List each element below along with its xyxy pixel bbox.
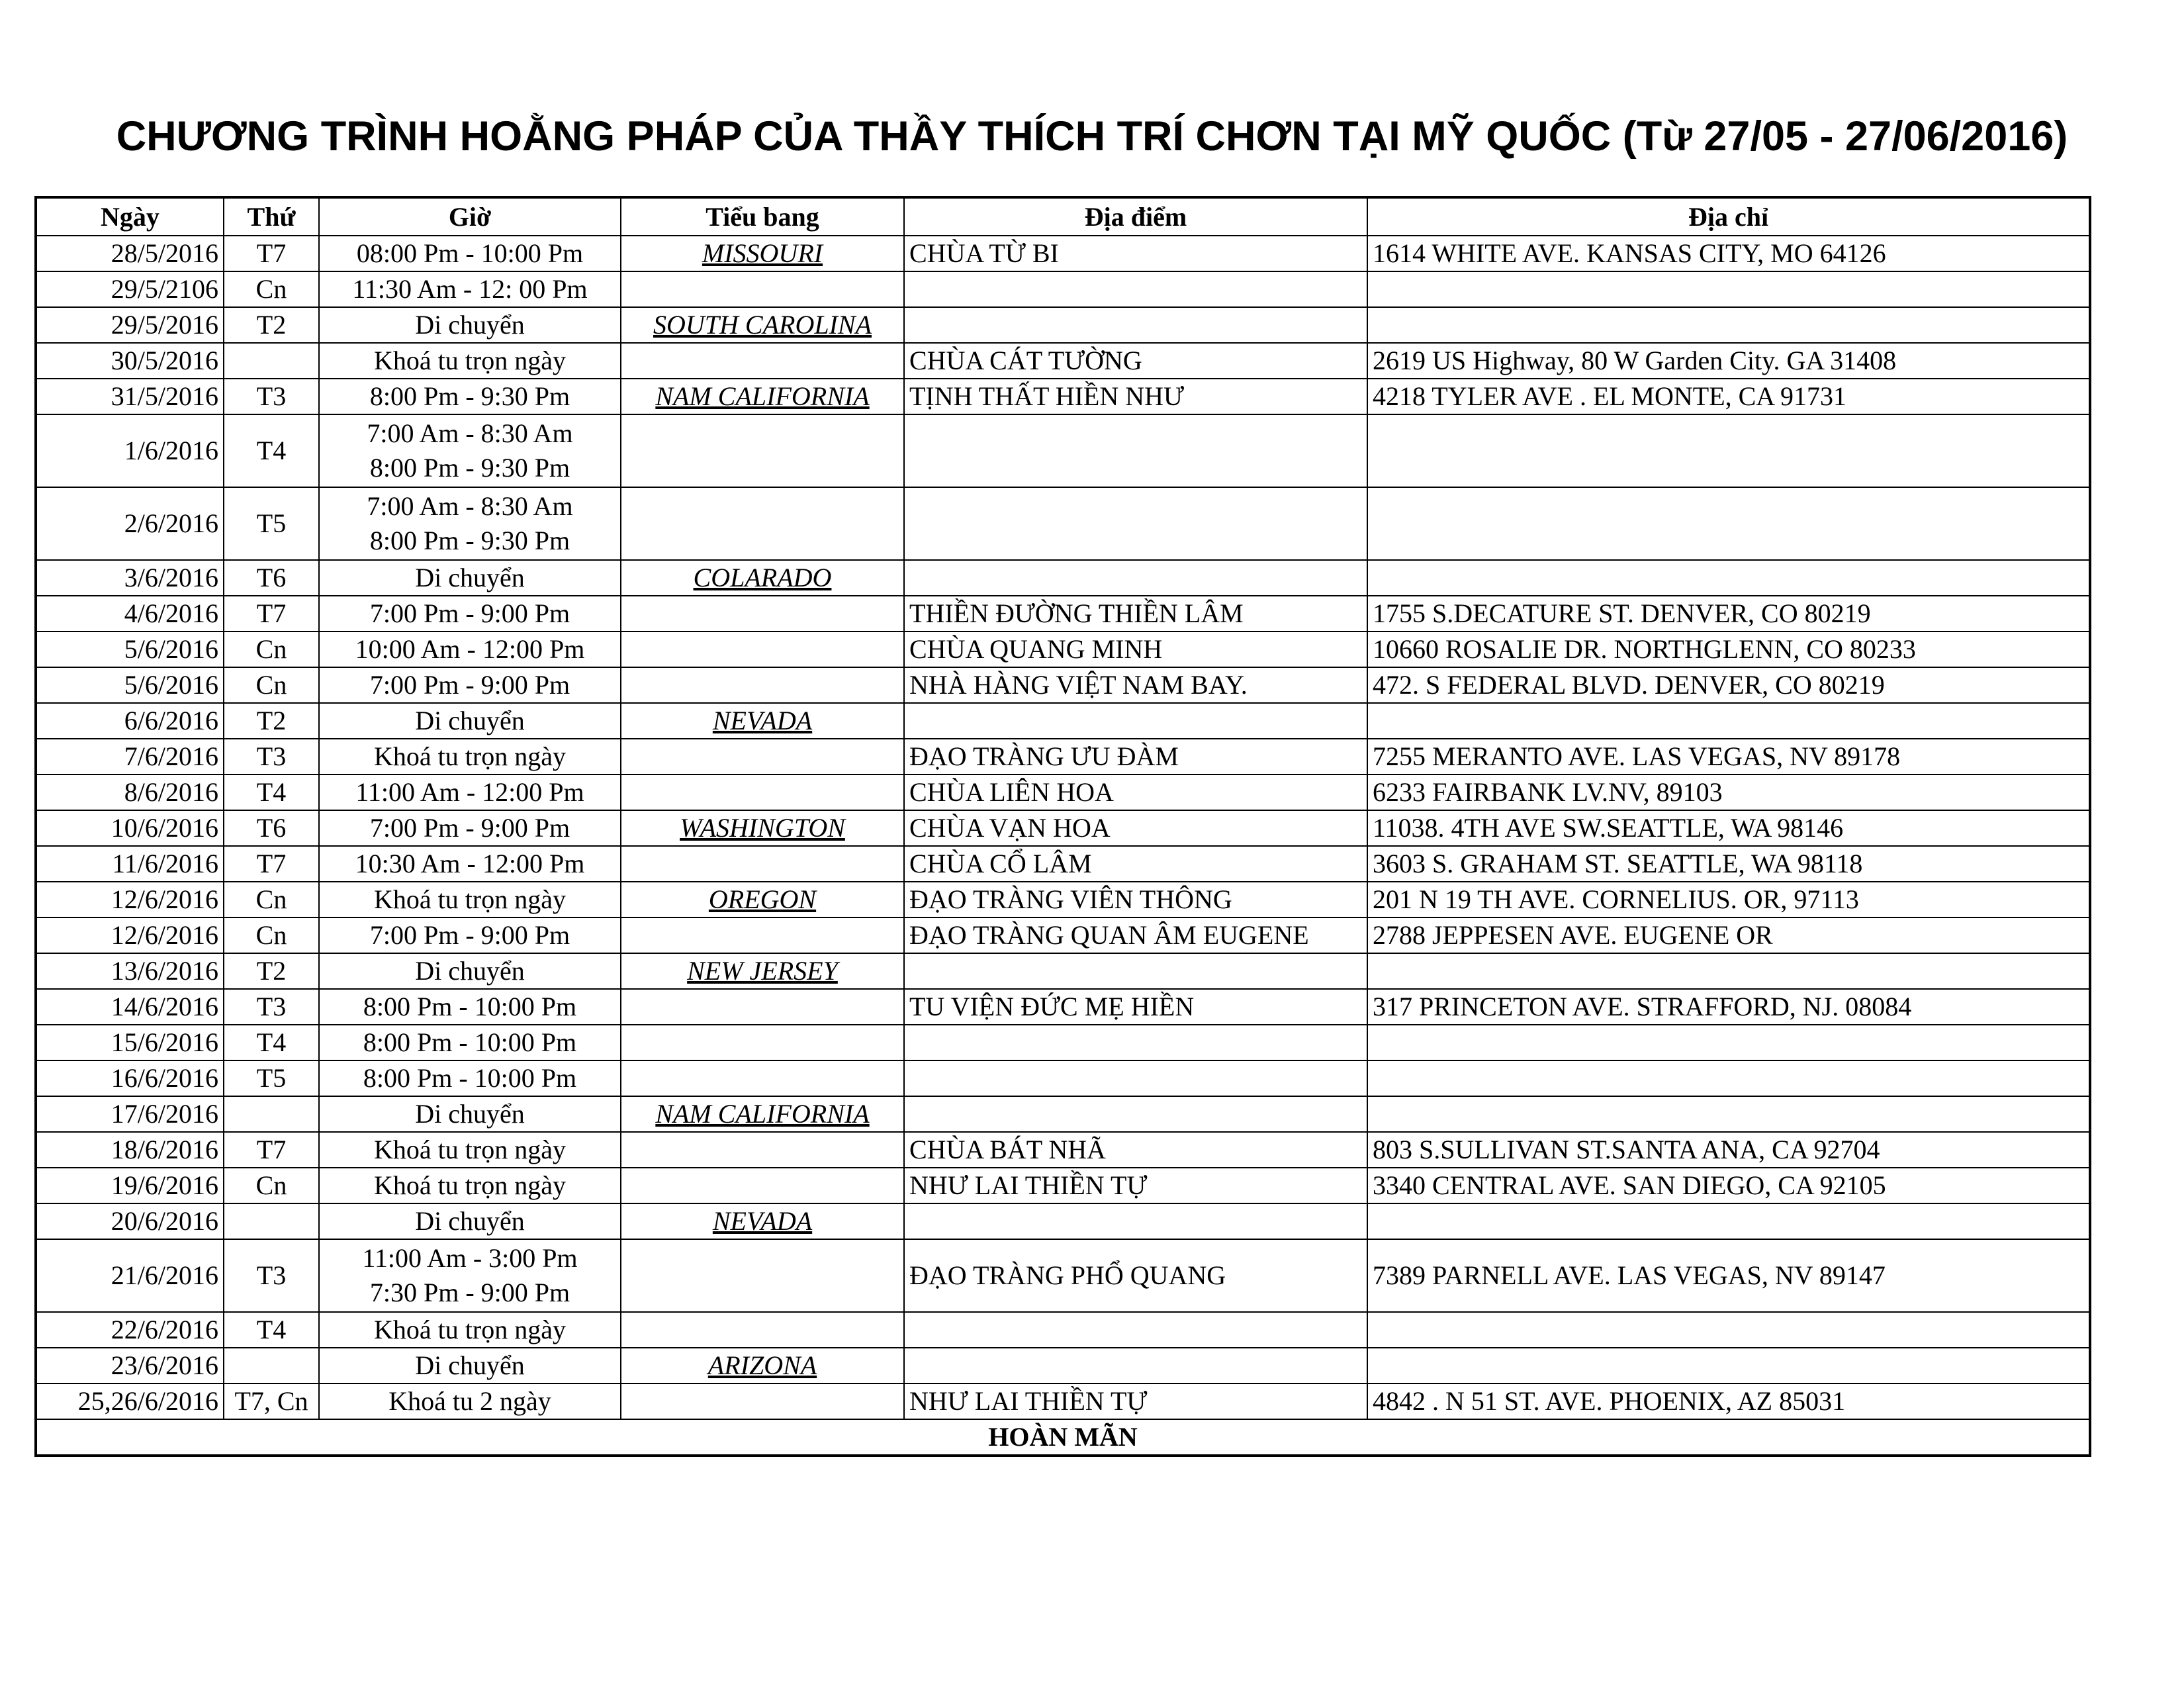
cell-state [621, 810, 904, 846]
cell-day: T4 [224, 774, 319, 810]
cell-state [621, 271, 904, 307]
cell-date: 10/6/2016 [36, 810, 224, 846]
cell-state [621, 1239, 904, 1312]
cell-address: 2619 US Highway, 80 W Garden City. GA 31408 [1367, 343, 2090, 379]
cell-date: 23/6/2016 [36, 1348, 224, 1383]
state-name: MISSOURI [702, 238, 823, 268]
cell-place: CHÙA CỔ LÂM [904, 846, 1367, 882]
cell-date: 14/6/2016 [36, 989, 224, 1025]
time-line: Di chuyển [415, 1099, 525, 1129]
cell-address [1367, 271, 2090, 307]
cell-address: 2788 JEPPESEN AVE. EUGENE OR [1367, 917, 2090, 953]
cell-state [621, 667, 904, 703]
time-line: 7:00 Am - 8:30 Am [367, 418, 573, 448]
state-name: NEW JERSEY [687, 956, 838, 986]
cell-time [319, 1025, 621, 1060]
table-row [36, 414, 2090, 487]
cell-date: 18/6/2016 [36, 1132, 224, 1168]
state-name: OREGON [708, 884, 817, 914]
table-row [36, 487, 2090, 560]
cell-day: T2 [224, 953, 319, 989]
cell-address: 10660 ROSALIE DR. NORTHGLENN, CO 80233 [1367, 632, 2090, 667]
cell-state [621, 1060, 904, 1096]
cell-place [904, 703, 1367, 739]
cell-date: 11/6/2016 [36, 846, 224, 882]
table-row [36, 560, 2090, 596]
document-title: CHƯƠNG TRÌNH HOẰNG PHÁP CỦA THẦY THÍCH TRÍ CHƠN TẠI MỸ QUỐC (Từ 27/05 - 27/06/2016) [116, 113, 2068, 160]
cell-state [621, 739, 904, 774]
cell-time [319, 236, 621, 271]
cell-time [319, 1168, 621, 1203]
cell-place: CHÙA QUANG MINH [904, 632, 1367, 667]
cell-day: T3 [224, 1239, 319, 1312]
cell-place: CHÙA LIÊN HOA [904, 774, 1367, 810]
cell-place [904, 953, 1367, 989]
cell-address [1367, 307, 2090, 343]
cell-place: CHÙA TỪ BI [904, 236, 1367, 271]
cell-day: T7 [224, 596, 319, 632]
time-line: 8:00 Pm - 9:30 Pm [369, 381, 570, 411]
cell-time [319, 989, 621, 1025]
time-line: Di chuyển [415, 1206, 525, 1236]
cell-place: ĐẠO TRÀNG ƯU ĐÀM [904, 739, 1367, 774]
time-line: Di chuyển [415, 310, 525, 340]
time-line: Di chuyển [415, 1350, 525, 1380]
table-row [36, 774, 2090, 810]
table-row [36, 1132, 2090, 1168]
cell-state [621, 487, 904, 560]
cell-day [224, 1348, 319, 1383]
table-row [36, 1025, 2090, 1060]
time-line: Di chuyển [415, 563, 525, 592]
time-line: 7:00 Am - 8:30 Am [367, 491, 573, 521]
cell-place: ĐẠO TRÀNG PHỔ QUANG [904, 1239, 1367, 1312]
cell-date: 22/6/2016 [36, 1312, 224, 1348]
header-time: Giờ [319, 197, 621, 236]
cell-place: ĐẠO TRÀNG VIÊN THÔNG [904, 882, 1367, 917]
time-line: 7:00 Pm - 9:00 Pm [369, 920, 570, 950]
table-row [36, 739, 2090, 774]
cell-date: 16/6/2016 [36, 1060, 224, 1096]
cell-address: 1614 WHITE AVE. KANSAS CITY, MO 64126 [1367, 236, 2090, 271]
time-line: 7:00 Pm - 9:00 Pm [369, 670, 570, 700]
time-line: Di chuyển [415, 956, 525, 986]
cell-place [904, 307, 1367, 343]
time-line: Khoá tu trọn ngày [374, 741, 566, 771]
time-line: 11:30 Am - 12: 00 Pm [352, 274, 588, 304]
cell-day: Cn [224, 632, 319, 667]
cell-place [904, 1203, 1367, 1239]
table-row [36, 1383, 2090, 1419]
cell-date: 12/6/2016 [36, 882, 224, 917]
cell-date: 1/6/2016 [36, 414, 224, 487]
cell-date: 28/5/2016 [36, 236, 224, 271]
state-name: ARIZONA [707, 1350, 817, 1380]
cell-address: 803 S.SULLIVAN ST.SANTA ANA, CA 92704 [1367, 1132, 2090, 1168]
cell-state [621, 307, 904, 343]
cell-day: T3 [224, 379, 319, 414]
table-row [36, 1239, 2090, 1312]
state-name: SOUTH CAROLINA [653, 310, 872, 340]
cell-state [621, 236, 904, 271]
cell-date: 2/6/2016 [36, 487, 224, 560]
table-row [36, 1096, 2090, 1132]
table-row [36, 1312, 2090, 1348]
cell-time [319, 810, 621, 846]
cell-place [904, 414, 1367, 487]
time-line: Khoá tu trọn ngày [374, 346, 566, 375]
cell-date: 15/6/2016 [36, 1025, 224, 1060]
cell-day: T4 [224, 1312, 319, 1348]
cell-address: 7255 MERANTO AVE. LAS VEGAS, NV 89178 [1367, 739, 2090, 774]
cell-day: T2 [224, 307, 319, 343]
cell-day: Cn [224, 1168, 319, 1203]
cell-place: CHÙA VẠN HOA [904, 810, 1367, 846]
cell-day: T6 [224, 810, 319, 846]
cell-time [319, 487, 621, 560]
cell-day: T5 [224, 487, 319, 560]
time-line: 7:30 Pm - 9:00 Pm [369, 1278, 570, 1307]
cell-day: Cn [224, 667, 319, 703]
cell-place [904, 1025, 1367, 1060]
cell-place [904, 1312, 1367, 1348]
cell-time [319, 1132, 621, 1168]
cell-date: 25,26/6/2016 [36, 1383, 224, 1419]
table-row [36, 236, 2090, 271]
footer-row [36, 1419, 2090, 1456]
cell-address: 1755 S.DECATURE ST. DENVER, CO 80219 [1367, 596, 2090, 632]
cell-time [319, 882, 621, 917]
table-row [36, 810, 2090, 846]
cell-date: 3/6/2016 [36, 560, 224, 596]
cell-place: CHÙA CÁT TƯỜNG [904, 343, 1367, 379]
time-line: Khoá tu 2 ngày [388, 1386, 551, 1416]
cell-day: T7 [224, 236, 319, 271]
cell-date: 31/5/2016 [36, 379, 224, 414]
cell-day [224, 1203, 319, 1239]
header-row [36, 197, 2090, 236]
table-row [36, 1060, 2090, 1096]
cell-state [621, 1348, 904, 1383]
cell-address: 472. S FEDERAL BLVD. DENVER, CO 80219 [1367, 667, 2090, 703]
cell-day: T3 [224, 739, 319, 774]
cell-place [904, 1060, 1367, 1096]
time-line: 7:00 Pm - 9:00 Pm [369, 598, 570, 628]
time-line: 11:00 Am - 12:00 Pm [355, 777, 584, 807]
cell-state [621, 596, 904, 632]
cell-place [904, 271, 1367, 307]
table-row [36, 1348, 2090, 1383]
cell-address [1367, 1025, 2090, 1060]
table-row [36, 1168, 2090, 1203]
time-line: 8:00 Pm - 9:30 Pm [369, 453, 570, 483]
cell-address [1367, 1348, 2090, 1383]
cell-state [621, 1383, 904, 1419]
cell-address: 11038. 4TH AVE SW.SEATTLE, WA 98146 [1367, 810, 2090, 846]
cell-time [319, 846, 621, 882]
state-name: NAM CALIFORNIA [655, 1099, 870, 1129]
state-name: NEVADA [712, 706, 813, 735]
cell-day [224, 343, 319, 379]
table-row [36, 271, 2090, 307]
cell-date: 4/6/2016 [36, 596, 224, 632]
time-line: 10:30 Am - 12:00 Pm [355, 849, 585, 878]
cell-day: T6 [224, 560, 319, 596]
cell-time [319, 953, 621, 989]
cell-address [1367, 1312, 2090, 1348]
cell-time [319, 596, 621, 632]
cell-state [621, 1168, 904, 1203]
cell-time [319, 1060, 621, 1096]
cell-day: T3 [224, 989, 319, 1025]
table-row [36, 846, 2090, 882]
cell-place [904, 560, 1367, 596]
state-name: WASHINGTON [680, 813, 845, 843]
cell-date: 8/6/2016 [36, 774, 224, 810]
time-line: 7:00 Pm - 9:00 Pm [369, 813, 570, 843]
time-line: Khoá tu trọn ngày [374, 1170, 566, 1200]
header-state: Tiểu bang [621, 197, 904, 236]
cell-state [621, 953, 904, 989]
cell-address [1367, 487, 2090, 560]
time-line: 8:00 Pm - 10:00 Pm [363, 1027, 577, 1057]
cell-place: NHƯ LAI THIỀN TỰ [904, 1383, 1367, 1419]
cell-time [319, 632, 621, 667]
cell-state [621, 1096, 904, 1132]
cell-date: 29/5/2106 [36, 271, 224, 307]
cell-day: T5 [224, 1060, 319, 1096]
cell-time [319, 379, 621, 414]
cell-date: 7/6/2016 [36, 739, 224, 774]
cell-place [904, 1348, 1367, 1383]
table-row [36, 343, 2090, 379]
time-line: 10:00 Am - 12:00 Pm [355, 634, 585, 664]
cell-date: 21/6/2016 [36, 1239, 224, 1312]
cell-date: 5/6/2016 [36, 667, 224, 703]
cell-place [904, 1096, 1367, 1132]
cell-address: 201 N 19 TH AVE. CORNELIUS. OR, 97113 [1367, 882, 2090, 917]
cell-state [621, 703, 904, 739]
table-row [36, 667, 2090, 703]
cell-address: 3603 S. GRAHAM ST. SEATTLE, WA 98118 [1367, 846, 2090, 882]
cell-date: 6/6/2016 [36, 703, 224, 739]
cell-date: 20/6/2016 [36, 1203, 224, 1239]
cell-place: ĐẠO TRÀNG QUAN ÂM EUGENE [904, 917, 1367, 953]
cell-date: 5/6/2016 [36, 632, 224, 667]
cell-state [621, 343, 904, 379]
cell-date: 12/6/2016 [36, 917, 224, 953]
cell-address: 7389 PARNELL AVE. LAS VEGAS, NV 89147 [1367, 1239, 2090, 1312]
cell-address: 3340 CENTRAL AVE. SAN DIEGO, CA 92105 [1367, 1168, 2090, 1203]
footer-note: HOÀN MÃN [36, 1419, 2090, 1456]
cell-state [621, 1312, 904, 1348]
schedule-table [34, 196, 2091, 1457]
cell-place: CHÙA BÁT NHÃ [904, 1132, 1367, 1168]
cell-date: 17/6/2016 [36, 1096, 224, 1132]
table-row [36, 917, 2090, 953]
table-row [36, 596, 2090, 632]
cell-place: NHÀ HÀNG VIỆT NAM BAY. [904, 667, 1367, 703]
table-row [36, 703, 2090, 739]
cell-state [621, 632, 904, 667]
cell-address [1367, 953, 2090, 989]
cell-state [621, 414, 904, 487]
cell-address [1367, 703, 2090, 739]
cell-time [319, 917, 621, 953]
state-name: COLARADO [693, 563, 832, 592]
cell-time [319, 1203, 621, 1239]
table-row [36, 882, 2090, 917]
cell-state [621, 774, 904, 810]
cell-time [319, 739, 621, 774]
cell-day: Cn [224, 271, 319, 307]
table-row [36, 953, 2090, 989]
time-line: Khoá tu trọn ngày [374, 884, 566, 914]
cell-place: NHƯ LAI THIỀN TỰ [904, 1168, 1367, 1203]
cell-time [319, 774, 621, 810]
cell-day: T4 [224, 414, 319, 487]
cell-time [319, 1383, 621, 1419]
cell-date: 13/6/2016 [36, 953, 224, 989]
cell-state [621, 1025, 904, 1060]
cell-time [319, 414, 621, 487]
cell-place: THIỀN ĐƯỜNG THIỀN LÂM [904, 596, 1367, 632]
cell-time [319, 307, 621, 343]
header-place: Địa điểm [904, 197, 1367, 236]
cell-time [319, 703, 621, 739]
cell-day: T4 [224, 1025, 319, 1060]
state-name: NEVADA [712, 1206, 813, 1236]
cell-address [1367, 1096, 2090, 1132]
cell-time [319, 560, 621, 596]
cell-day: T7 [224, 1132, 319, 1168]
cell-time [319, 343, 621, 379]
cell-state [621, 882, 904, 917]
cell-address: 6233 FAIRBANK LV.NV, 89103 [1367, 774, 2090, 810]
cell-time [319, 1312, 621, 1348]
state-name: NAM CALIFORNIA [655, 381, 870, 411]
cell-time [319, 667, 621, 703]
cell-date: 30/5/2016 [36, 343, 224, 379]
cell-time [319, 1239, 621, 1312]
cell-day: Cn [224, 917, 319, 953]
cell-address [1367, 560, 2090, 596]
cell-state [621, 1132, 904, 1168]
cell-state [621, 1203, 904, 1239]
table-row [36, 1203, 2090, 1239]
cell-day: Cn [224, 882, 319, 917]
cell-address [1367, 414, 2090, 487]
cell-state [621, 989, 904, 1025]
header-address: Địa chỉ [1367, 197, 2090, 236]
cell-time [319, 271, 621, 307]
cell-day: T2 [224, 703, 319, 739]
cell-address: 317 PRINCETON AVE. STRAFFORD, NJ. 08084 [1367, 989, 2090, 1025]
table-row [36, 379, 2090, 414]
cell-state [621, 379, 904, 414]
cell-day: T7, Cn [224, 1383, 319, 1419]
cell-place: TU VIỆN ĐỨC MẸ HIỀN [904, 989, 1367, 1025]
cell-address: 4842 . N 51 ST. AVE. PHOENIX, AZ 85031 [1367, 1383, 2090, 1419]
time-line: 08:00 Pm - 10:00 Pm [356, 238, 584, 268]
cell-time [319, 1096, 621, 1132]
table-row [36, 632, 2090, 667]
time-line: 8:00 Pm - 10:00 Pm [363, 992, 577, 1021]
cell-day: T7 [224, 846, 319, 882]
header-date: Ngày [36, 197, 224, 236]
header-day: Thứ [224, 197, 319, 236]
time-line: Khoá tu trọn ngày [374, 1135, 566, 1164]
time-line: 8:00 Pm - 9:30 Pm [369, 526, 570, 555]
table-row [36, 989, 2090, 1025]
time-line: Di chuyển [415, 706, 525, 735]
time-line: Khoá tu trọn ngày [374, 1315, 566, 1344]
time-line: 8:00 Pm - 10:00 Pm [363, 1063, 577, 1093]
cell-place [904, 487, 1367, 560]
cell-address [1367, 1060, 2090, 1096]
cell-address [1367, 1203, 2090, 1239]
cell-date: 19/6/2016 [36, 1168, 224, 1203]
cell-place: TỊNH THẤT HIỀN NHƯ [904, 379, 1367, 414]
cell-time [319, 1348, 621, 1383]
cell-state [621, 560, 904, 596]
cell-address: 4218 TYLER AVE . EL MONTE, CA 91731 [1367, 379, 2090, 414]
cell-state [621, 846, 904, 882]
schedule-body [36, 236, 2090, 1419]
time-line: 11:00 Am - 3:00 Pm [362, 1243, 578, 1273]
cell-date: 29/5/2016 [36, 307, 224, 343]
cell-state [621, 917, 904, 953]
cell-day [224, 1096, 319, 1132]
table-row [36, 307, 2090, 343]
